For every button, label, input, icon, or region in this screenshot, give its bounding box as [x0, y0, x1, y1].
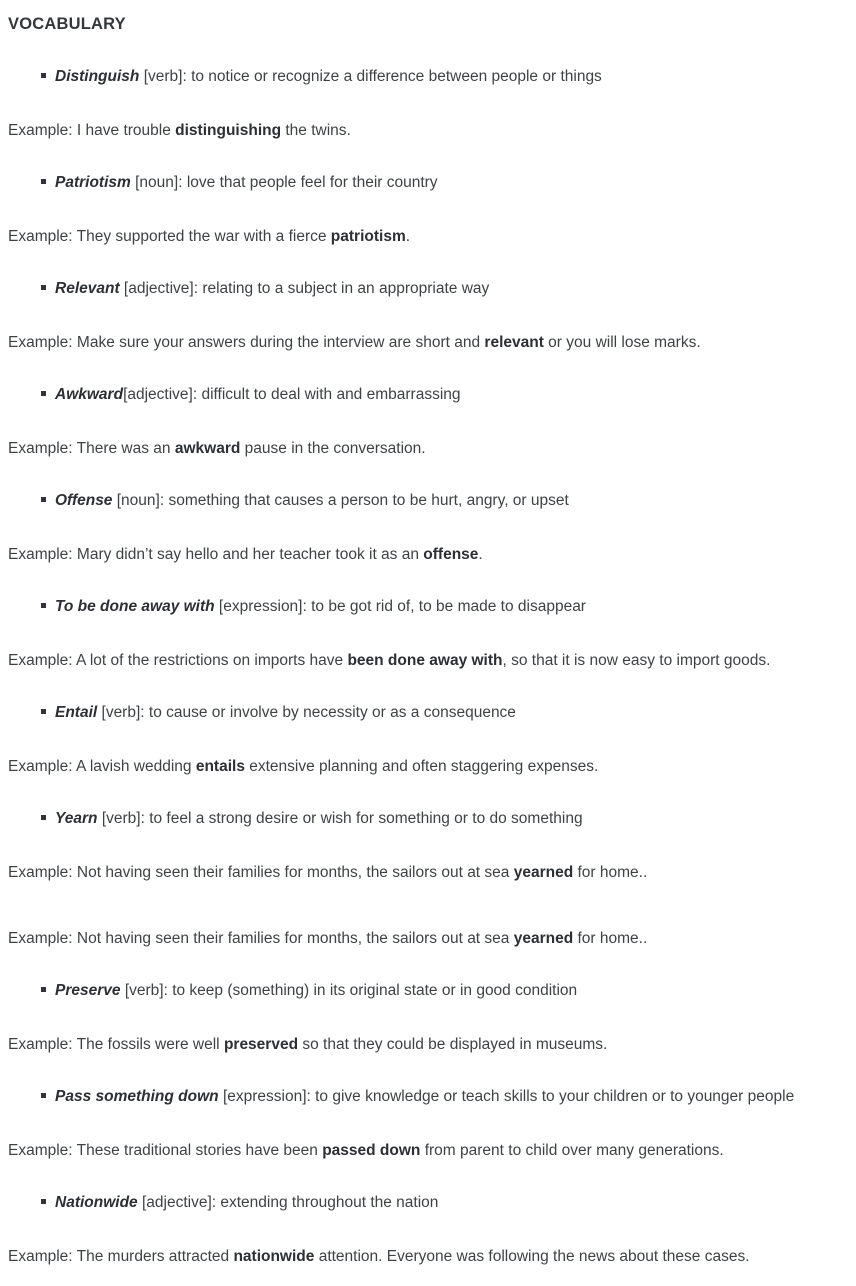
- example-text-post: extensive planning and often staggering expenses.: [244, 758, 599, 775]
- example-keyword: awkward: [174, 440, 241, 457]
- example-text-post: pause in the conversation.: [240, 440, 426, 457]
- vocab-entry: [8, 1192, 848, 1267]
- example-keyword: yearned: [513, 864, 574, 881]
- example-text-post: .: [405, 228, 411, 245]
- vocab-definition: [verb]: to feel a strong desire or wish for something or to do something: [97, 810, 583, 827]
- term-line: [41, 702, 848, 723]
- example-sentence: [8, 1246, 848, 1267]
- vocab-entry: [8, 1086, 848, 1161]
- vocab-entry: [8, 596, 848, 671]
- example-sentence: [8, 544, 848, 565]
- example-keyword: preserved: [223, 1036, 299, 1053]
- vocab-entry: [8, 172, 848, 247]
- term-line: [41, 384, 848, 405]
- vocab-term: Preserve: [55, 982, 121, 999]
- example-text-post: for home..: [573, 864, 648, 881]
- vocab-entry: [8, 278, 848, 353]
- vocab-definition: [noun]: love that people feel for their country: [130, 174, 438, 191]
- example-sentence: [8, 650, 848, 671]
- term-line: [41, 490, 848, 511]
- vocab-term: Entail: [55, 704, 98, 721]
- vocab-entry: [8, 490, 848, 565]
- bullet-square-icon: [41, 497, 46, 502]
- vocab-entry: [8, 384, 848, 459]
- example-sentence: [8, 226, 848, 247]
- example-sentence-duplicate: [8, 928, 848, 949]
- example-keyword: entails: [195, 758, 245, 775]
- example-text-pre: Example: A lot of the restrictions on imports have: [8, 652, 348, 669]
- vocab-term: Relevant: [55, 280, 120, 297]
- term-line: [41, 980, 848, 1001]
- vocab-term: Offense: [55, 492, 113, 509]
- vocab-definition: [verb]: to cause or involve by necessity or as a consequence: [97, 704, 516, 721]
- example-text-post: or you will lose marks.: [543, 334, 701, 351]
- example-text-pre: Example: The fossils were well: [8, 1036, 224, 1053]
- vocab-entry: [8, 980, 848, 1055]
- vocab-term: Pass something down: [55, 1088, 219, 1105]
- example-text-pre: Example: Mary didn’t say hello and her teacher took it as an: [8, 546, 424, 563]
- example-text-pre: Example: Not having seen their families for months, the sailors out at sea: [8, 864, 514, 881]
- example-text-post: from parent to child over many generations.: [420, 1142, 724, 1159]
- example-text-pre: Example: These traditional stories have been: [8, 1142, 323, 1159]
- vocab-definition: [adjective]: extending throughout the nation: [137, 1194, 439, 1211]
- example-text-pre: Example: Make sure your answers during the interview are short and: [8, 334, 485, 351]
- vocab-definition: [verb]: to notice or recognize a difference between people or things: [139, 68, 602, 85]
- example-text-pre: Example: They supported the war with a fierce: [8, 228, 331, 245]
- example-text-pre: Example: There was an: [8, 440, 175, 457]
- term-line: [41, 596, 848, 617]
- vocab-term: Yearn: [55, 810, 98, 827]
- example-keyword: offense: [423, 546, 479, 563]
- example-keyword: yearned: [513, 930, 574, 947]
- example-keyword: nationwide: [233, 1248, 315, 1265]
- term-line: [41, 1086, 848, 1107]
- vocab-definition: [expression]: to give knowledge or teach skills to your children or to younger people: [218, 1088, 795, 1105]
- bullet-square-icon: [41, 709, 46, 714]
- example-text-pre: Example: A lavish wedding: [8, 758, 196, 775]
- example-keyword: relevant: [484, 334, 544, 351]
- example-keyword: passed down: [322, 1142, 421, 1159]
- example-sentence: [8, 120, 848, 141]
- page-title: VOCABULARY: [8, 15, 126, 33]
- example-text-pre: Example: The murders attracted: [8, 1248, 234, 1265]
- bullet-square-icon: [41, 179, 46, 184]
- bullet-square-icon: [41, 73, 46, 78]
- vocab-term: Distinguish: [55, 68, 140, 85]
- bullet-square-icon: [41, 815, 46, 820]
- vocab-definition: [verb]: to keep (something) in its original state or in good condition: [120, 982, 578, 999]
- example-sentence: [8, 1140, 848, 1161]
- bullet-square-icon: [41, 391, 46, 396]
- example-text-pre: Example: Not having seen their families for months, the sailors out at sea: [8, 930, 514, 947]
- example-text-post: so that they could be displayed in museums.: [298, 1036, 608, 1053]
- vocab-term: Awkward: [55, 386, 124, 403]
- example-sentence: [8, 756, 848, 777]
- vocab-entry: [8, 702, 848, 777]
- bullet-square-icon: [41, 987, 46, 992]
- example-sentence: [8, 332, 848, 353]
- vocab-term: Nationwide: [55, 1194, 138, 1211]
- vocab-entry: [8, 66, 848, 141]
- example-sentence: [8, 1034, 848, 1055]
- example-sentence: [8, 862, 848, 883]
- bullet-square-icon: [41, 603, 46, 608]
- vocab-entry: [8, 808, 848, 949]
- example-text-post: .: [478, 546, 483, 563]
- example-text-pre: Example: I have trouble: [8, 122, 176, 139]
- vocab-definition: [adjective]: difficult to deal with and embarrassing: [123, 386, 461, 403]
- example-text-post: the twins.: [281, 122, 351, 139]
- bullet-square-icon: [41, 1093, 46, 1098]
- example-text-post: , so that it is now easy to import goods.: [502, 652, 771, 669]
- term-line: [41, 172, 848, 193]
- example-keyword: distinguishing: [175, 122, 282, 139]
- example-text-post: for home..: [573, 930, 648, 947]
- example-text-post: attention. Everyone was following the news about these cases.: [314, 1248, 750, 1265]
- vocab-definition: [expression]: to be got rid of, to be made to disappear: [214, 598, 586, 615]
- vocab-term: To be done away with: [55, 598, 215, 615]
- term-line: [41, 1192, 848, 1213]
- term-line: [41, 808, 848, 829]
- vocab-term: Patriotism: [55, 174, 131, 191]
- bullet-square-icon: [41, 285, 46, 290]
- term-line: [41, 66, 848, 87]
- vocab-definition: [noun]: something that causes a person to be hurt, angry, or upset: [112, 492, 569, 509]
- term-line: [41, 278, 848, 299]
- bullet-square-icon: [41, 1199, 46, 1204]
- vocab-definition: [adjective]: relating to a subject in an appropriate way: [119, 280, 490, 297]
- example-keyword: patriotism: [330, 228, 406, 245]
- example-sentence: [8, 438, 848, 459]
- example-keyword: been done away with: [347, 652, 503, 669]
